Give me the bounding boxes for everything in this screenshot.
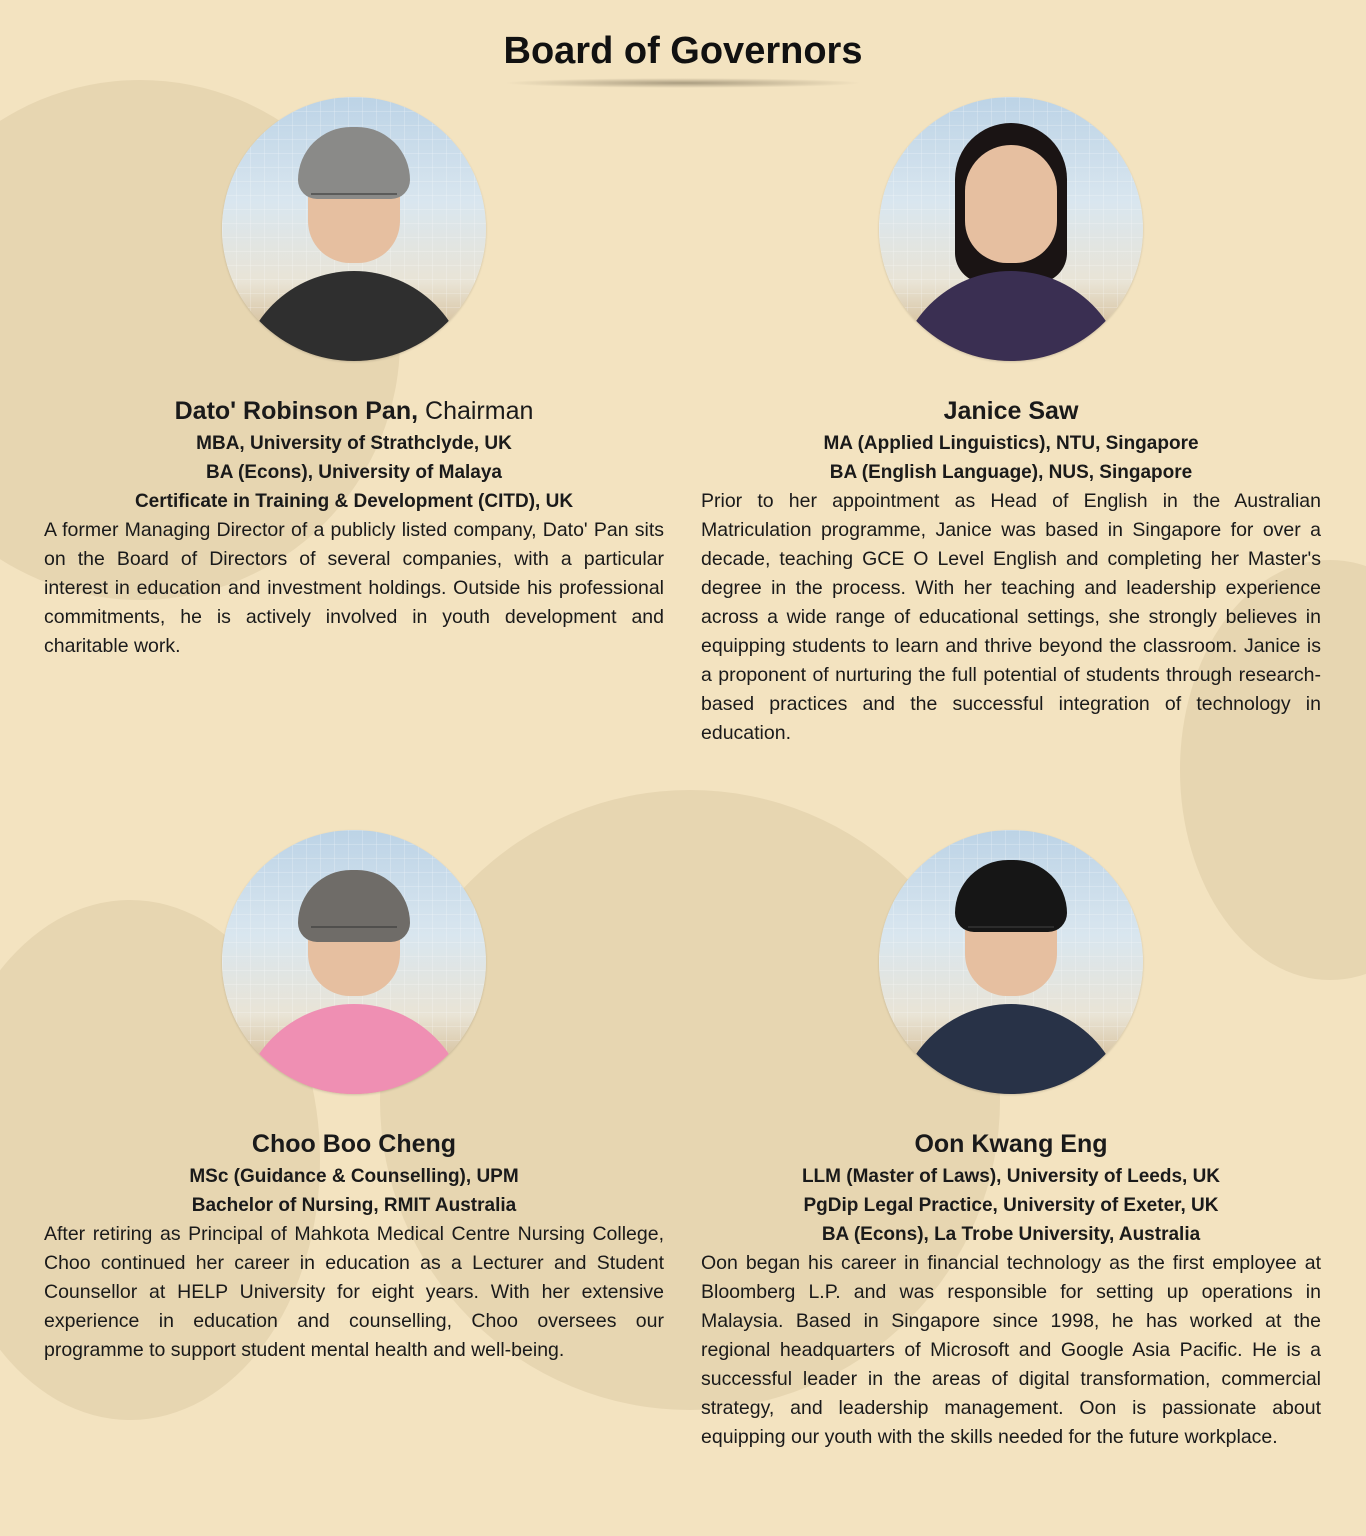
- member-card-robinson-pan: [44, 97, 664, 661]
- avatar: [222, 830, 486, 1094]
- qualification: MA (Applied Linguistics), NTU, Singapore: [823, 433, 1199, 454]
- qualification: BA (Econs), University of Malaya: [206, 462, 502, 483]
- qualification: LLM (Master of Laws), University of Leeds, UK: [801, 1166, 1221, 1187]
- avatar: [222, 97, 486, 361]
- avatar: [879, 97, 1143, 361]
- avatar: [879, 830, 1143, 1094]
- qualification: MBA, University of Strathclyde, UK: [196, 433, 512, 454]
- member-bio: A former Managing Director of a publicly listed company, Dato' Pan sits on the Board of Directors of several companies, with a particular interest in education and investment holdings. Outside his professional commitments, he is actively involved in youth development and charitable work.: [44, 519, 664, 657]
- qualification: Certificate in Training & Development (CITD), UK: [134, 491, 574, 512]
- member-role: Chairman: [418, 397, 534, 425]
- qualification: Bachelor of Nursing, RMIT Australia: [191, 1195, 517, 1216]
- qualifications-list: [701, 429, 1321, 487]
- member-name: Janice Saw: [943, 397, 1079, 425]
- member-card-choo-boo-cheng: [44, 830, 664, 1365]
- qualifications-list: [44, 1162, 664, 1220]
- qualifications-list: [44, 429, 664, 516]
- member-name-line: [44, 1128, 664, 1160]
- member-name: Dato' Robinson Pan,: [174, 397, 419, 425]
- member-name-line: [701, 1128, 1321, 1160]
- qualification: BA (Econs), La Trobe University, Australia: [821, 1224, 1201, 1245]
- member-name: Oon Kwang Eng: [914, 1130, 1108, 1158]
- member-bio: Oon began his career in financial technology as the first employee at Bloomberg L.P. and was responsible for setting up operations in Malaysia. Based in Singapore since 1998, he has worked at the regional headquarters of Microsoft and Google Asia Pacific. He is a successful leader in the areas of digital transformation, commercial strategy, and leadership management. Oon is passionate about equipping our youth with the skills needed for the future workplace.: [701, 1252, 1321, 1448]
- member-bio: After retiring as Principal of Mahkota Medical Centre Nursing College, Choo continued her career in education as a Lecturer and Student Counsellor at HELP University for eight years. With her extensive experience in education and counselling, Choo oversees our programme to support student mental health and well-being.: [44, 1223, 664, 1361]
- qualification: MSc (Guidance & Counselling), UPM: [189, 1166, 519, 1187]
- member-name-line: [44, 395, 664, 427]
- title-underline: [503, 78, 863, 88]
- member-card-oon-kwang-eng: [701, 830, 1321, 1452]
- member-name-line: [701, 395, 1321, 427]
- qualifications-list: [701, 1162, 1321, 1249]
- member-card-janice-saw: [701, 97, 1321, 748]
- qualification: BA (English Language), NUS, Singapore: [829, 462, 1193, 483]
- page-title: Board of Governors: [503, 30, 863, 72]
- qualification: PgDip Legal Practice, University of Exeter, UK: [803, 1195, 1219, 1216]
- member-name: Choo Boo Cheng: [251, 1130, 457, 1158]
- member-bio: Prior to her appointment as Head of English in the Australian Matriculation programme, Janice was based in Singapore for over a decade, teaching GCE O Level English and completing her Master's degree in the process. With her teaching and leadership experience across a wide range of educational settings, she strongly believes in equipping students to learn and thrive beyond the classroom. Janice is a proponent of nurturing the full potential of students through research-based practices and the successful integration of technology in education.: [701, 490, 1321, 744]
